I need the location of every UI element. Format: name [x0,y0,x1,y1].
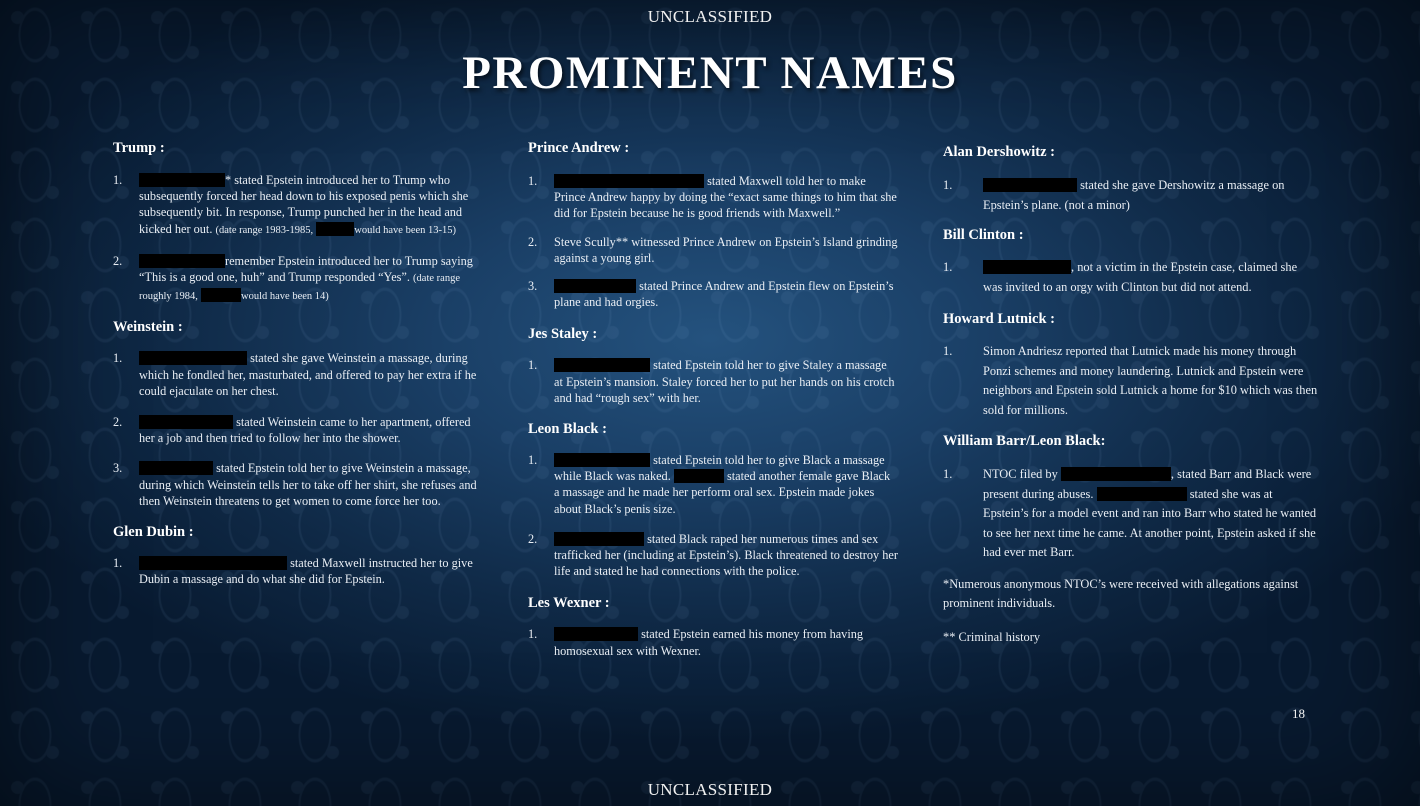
list-william-barr-leon-black [943,465,1318,563]
redaction [316,222,354,236]
classification-top: UNCLASSIFIED [647,7,773,26]
list-item: 1. stated Epstein told her to give Staley a massage at Epstein’s mansion. Staley forced her to put her hands on his crotch and had “rough sex” with her. [528,358,895,405]
list-leon-black [528,452,898,579]
heading-weinstein: Weinstein : [113,319,183,336]
list-item: 1. , not a victim in the Epstein case, claimed she was invited to an orgy with Clinton but did not attend. [943,260,1298,294]
redaction [139,556,287,570]
list-glen-dubin [113,555,485,587]
heading-trump: Trump : [113,140,165,156]
redaction [1097,487,1187,501]
list-jes-staley [528,357,898,406]
redaction [139,461,213,475]
heading-les-wexner: Les Wexner : [528,595,610,612]
redaction [554,627,638,641]
page-number: 18 [1292,706,1305,721]
heading-howard-lutnick: Howard Lutnick : [943,311,1055,327]
heading-alan-dershowitz: Alan Dershowitz : [943,144,1055,160]
redaction [983,178,1077,192]
redaction [139,351,247,365]
classification-bottom: UNCLASSIFIED [647,780,773,799]
redaction [554,532,644,546]
redaction [139,173,225,187]
heading-prince-andrew: Prince Andrew : [528,140,630,156]
list-item: 2. stated Black raped her numerous times and sex trafficked her (including at Epstein’s). Black threatened to destroy her life and stated he had connections with the police. [528,531,898,579]
list-item: 1. stated Epstein earned his money from having homosexual sex with Wexner. [528,627,864,658]
redaction [554,453,650,467]
list-item: 1. * stated Epstein introduced her to Trump who subsequently forced her head down to his exposed penis which she subsequently bit. In response, Trump punched her in the head and kicked her out. (date range 1983-1985, would have been 13-15) [113,173,469,236]
redaction [1061,467,1171,481]
list-item: 2. remember Epstein introduced her to Trump saying “This is a good one, huh” and Trump responded “Yes”. (date range roughly 1984, would have been 14) [113,253,473,303]
list-item: 2. Steve Scully** witnessed Prince Andrew on Epstein’s Island grinding against a young girl. [528,234,898,265]
redaction [139,415,233,429]
list-bill-clinton [943,258,1318,297]
page-title: PROMINENT NAMES [462,47,958,99]
column-right [943,144,1318,647]
list-trump [113,172,485,305]
heading-william-barr-leon-black: William Barr/Leon Black: [943,433,1106,449]
list-weinstein [113,350,485,509]
list-howard-lutnick [943,342,1318,420]
heading-jes-staley: Jes Staley : [528,326,598,343]
list-item: 1. stated Maxwell told her to make Prince Andrew happy by doing the “exact same things to him that she did for Epstein because he is good friends with Maxwell.” [528,174,897,221]
list-alan-dershowitz [943,176,1318,215]
redaction [554,358,650,372]
list-item: 1. stated she gave Dershowitz a massage on Epstein’s plane. (not a minor) [943,178,1285,212]
list-les-wexner [528,626,898,658]
redaction [983,260,1071,274]
list-item: 2. stated Weinstein came to her apartment, offered her a job and then tried to follow her into the shower. [113,415,471,446]
list-prince-andrew [528,173,898,310]
list-item: 3. stated Epstein told her to give Weinstein a massage, during which Weinstein tells her to take off her shirt, she refuses and then Weinstein threatens to get women to come force her too. [113,461,477,508]
list-item: 1. Simon Andriesz reported that Lutnick made his money through Ponzi schemes and money laundering. Lutnick and Epstein were neighbors and Epstein sold Lutnick a home for $10 which was then sold for millions. [943,344,1318,417]
heading-glen-dubin: Glen Dubin : [113,524,194,541]
list-item: 1. NTOC filed by , stated Barr and Black were present during abuses. stated she was at Epstein’s for a model event and ran into Barr who stated he wanted to see her next time he came. At another point, Epstein asked if she had ever met Barr. [943,467,1317,559]
list-item: 1. stated Maxwell instructed her to give Dubin a massage and do what she did for Epstein. [113,556,473,587]
footnote-criminal-history: ** Criminal history [943,629,1041,644]
heading-leon-black: Leon Black : [528,421,607,438]
redaction [201,288,241,302]
redaction [554,279,636,293]
list-item: 1. stated she gave Weinstein a massage, during which he fondled her, masturbated, and offered to pay her extra if he could ejaculate on her chest. [113,351,477,398]
heading-bill-clinton: Bill Clinton : [943,227,1024,243]
redaction [554,174,704,188]
list-item: 1. stated Epstein told her to give Black a massage while Black was naked. stated another female gave Black a massage and he made her perform oral sex. Epstein made jokes about Black’s penis size. [528,453,891,516]
list-item: 3. stated Prince Andrew and Epstein flew on Epstein’s plane and had orgies. [528,279,894,310]
redaction [674,469,724,483]
redaction [139,254,225,268]
column-left [113,140,485,587]
footnote-ntoc: *Numerous anonymous NTOC’s were received with allegations against prominent individuals. [943,576,1299,610]
column-middle [528,140,898,659]
